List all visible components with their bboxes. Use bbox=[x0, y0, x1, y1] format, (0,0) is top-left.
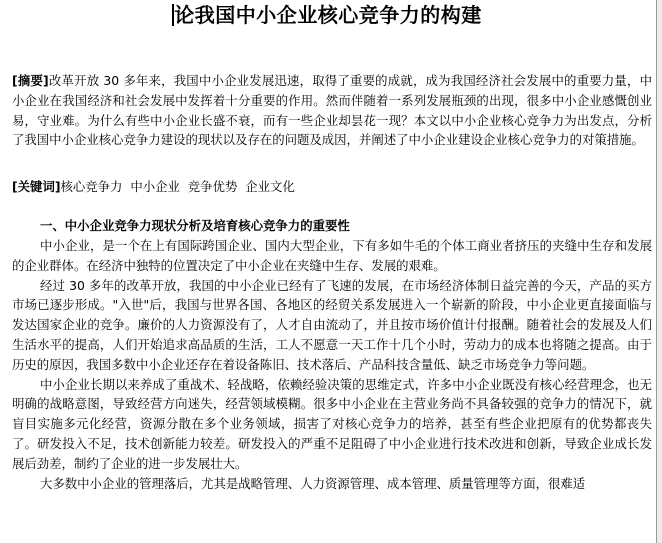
abstract-text: 改革开放 30 多年来，我国中小企业发展迅速，取得了重要的成就，成为我国经济社会发展中的重要力量，中小企业在我国经济和社会发展中发挥着十分重要的作用。然而伴随着一系列发展瓶颈的出现，很多中小企业感慨创业易，守业难。为什么有些中小企业长盛不衰，而有一些企业却昙花一现？本文以中小企业核心竞争力为出发点，分析了我国中小企业核心竞争力建设的现状以及存在的问题及成因，并阐述了中小企业建设企业核心竞争力的对策措施。 bbox=[12, 73, 652, 148]
body-paragraph: 中小企业长期以来养成了重战术、轻战略，依赖经验决策的思维定式，许多中小企业既没有核心经营理念，也无明确的战略意图，导致经营方向迷失，经营领域模糊。很多中小企业在主营业务尚不具备较强的竞争力的情况下，就盲目实施多元化经营，资源分散在多个业务领域，损害了对核心竞争力的培养，甚至有些企业把原有的优势都丧失了。研发投入不足，技术创新能力较差。研发投入的严重不足阻碍了中小企业进行技术改进和创新，导致企业成长发展后劲差，制约了企业的进一步发展壮大。 bbox=[12, 376, 652, 471]
keywords-block bbox=[12, 177, 652, 197]
keywords-tag: [关键词] bbox=[12, 179, 61, 194]
body-paragraph: 经过 30 多年的改革开放，我国的中小企业已经有了飞速的发展，在市场经济体制日益完善的今天，产品的买方市场已逐步形成。"入世"后，我国与世界各国、各地区的经贸关系发展进入一个崭新的阶段，中小企业更直接面临与发达国家企业的竞争。廉价的人力资源没有了，人才自由流动了，并且按市场价值计付报酬。随着社会的发展及人们生活水平的提高，人们开始追求高品质的生活，工人不愿意一天工作十几个小时，劳动力的成本也将随之提高。由于历史的原因，我国多数中小企业还存在着设备陈旧、技术落后、产品科技含量低、缺乏市场竞争力等问题。 bbox=[12, 277, 652, 372]
abstract-tag: [摘要] bbox=[12, 73, 49, 88]
abstract-block bbox=[12, 71, 652, 150]
keywords-paragraph bbox=[12, 177, 652, 197]
page-margin-gutter bbox=[657, 0, 662, 543]
section-heading: 一、中小企业竞争力现状分析及培育核心竞争力的重要性 bbox=[40, 218, 350, 233]
body-paragraph: 大多数中小企业的管理落后，尤其是战略管理、人力资源管理、成本管理、质量管理等方面，很难适 bbox=[40, 475, 586, 491]
document-title: 论我国中小企业核心竞争力的构建 bbox=[174, 3, 482, 27]
abstract-paragraph bbox=[12, 71, 652, 150]
keywords-text: 核心竞争力 中小企业 竞争优势 企业文化 bbox=[60, 179, 295, 194]
section-content bbox=[12, 236, 652, 493]
body-paragraph: 中小企业，是一个在上有国际跨国企业、国内大型企业，下有多如牛毛的个体工商业者挤压的夹缝中生存和发展的企业群体。在经济中独特的位置决定了中小企业在夹缝中生存、发展的艰难。 bbox=[12, 238, 652, 273]
